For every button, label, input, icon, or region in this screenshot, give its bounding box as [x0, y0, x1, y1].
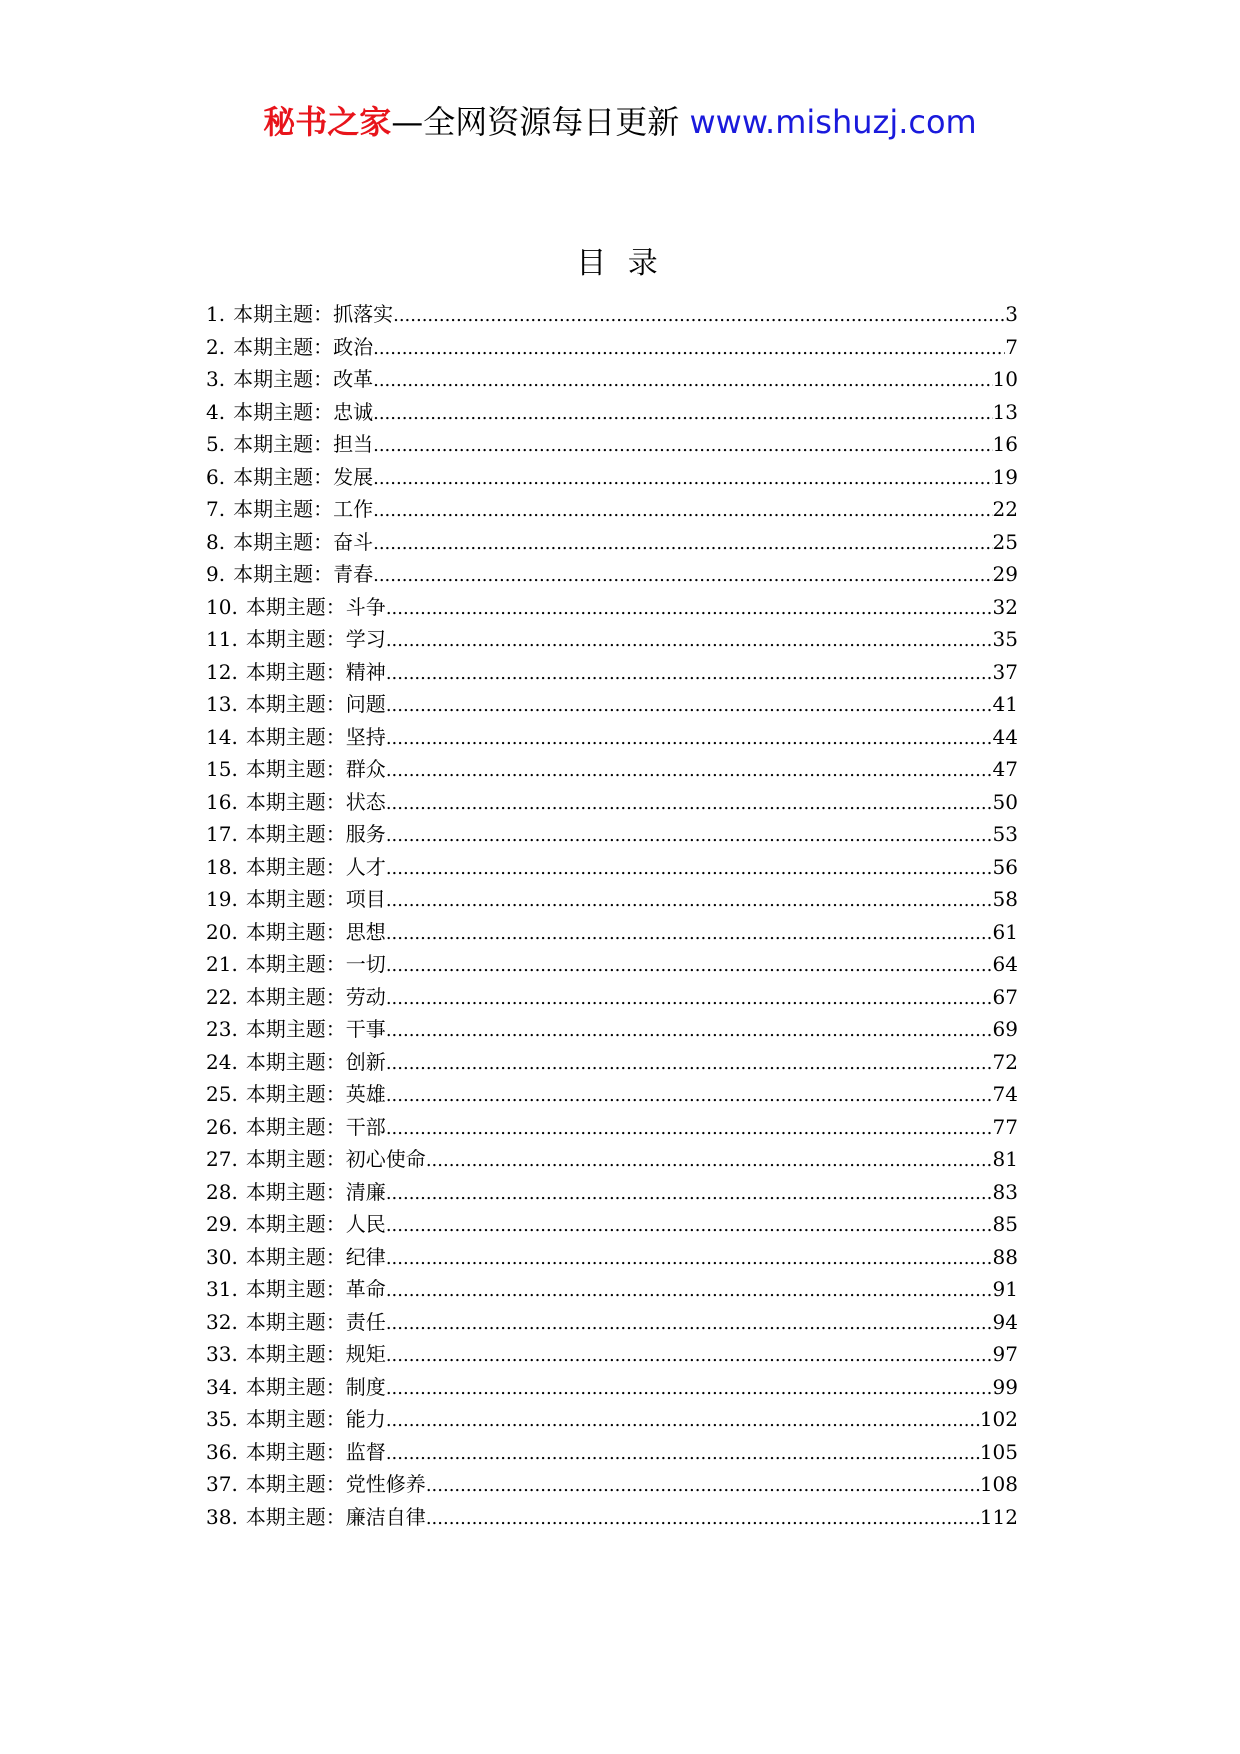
toc-page-number: 35: [992, 627, 1018, 651]
toc-entry-number: 4.: [206, 399, 226, 424]
toc-entry-label: 本期主题：学习: [245, 627, 386, 651]
toc-entry-number: 1.: [206, 302, 226, 326]
brand-name: 秘书之家: [263, 103, 392, 141]
toc-entry[interactable]: [206, 363, 1018, 396]
toc-entry-number: 5.: [206, 432, 226, 456]
toc-dot-leader: [373, 528, 992, 561]
toc-dot-leader: [386, 658, 993, 691]
toc-entry[interactable]: [206, 1306, 1018, 1339]
toc-dot-leader: [386, 1243, 993, 1276]
toc-entry[interactable]: [206, 1338, 1018, 1371]
toc-entry-label: 本期主题：发展: [233, 464, 374, 489]
toc-entry-number: 18.: [206, 854, 238, 879]
toc-entry[interactable]: [206, 1436, 1018, 1469]
toc-entry-number: 29.: [206, 1212, 238, 1236]
toc-entry[interactable]: [206, 428, 1018, 461]
toc-entry[interactable]: [206, 1241, 1018, 1274]
toc-entry-label: 本期主题：项目: [245, 887, 386, 911]
toc-entry-label: 本期主题：问题: [245, 692, 386, 716]
toc-entry-label: 本期主题：干事: [245, 1017, 386, 1041]
toc-page-number: 88: [992, 1244, 1018, 1269]
toc-page-number: 10: [992, 367, 1018, 391]
site-banner: [0, 100, 1240, 144]
toc-entry-label: 本期主题：服务: [245, 822, 386, 846]
toc-dot-leader: [386, 1080, 993, 1113]
table-of-contents: [206, 298, 1018, 1533]
toc-entry[interactable]: [206, 818, 1018, 851]
toc-entry-number: 37.: [206, 1472, 238, 1496]
toc-entry-number: 15.: [206, 757, 238, 781]
toc-entry-number: 16.: [206, 789, 238, 814]
toc-page-number: 29: [992, 562, 1018, 586]
toc-entry[interactable]: [206, 1111, 1018, 1144]
toc-dot-leader: [386, 1178, 993, 1211]
toc-entry[interactable]: [206, 1078, 1018, 1111]
toc-entry-label: 本期主题：状态: [245, 789, 386, 814]
toc-entry-number: 7.: [206, 497, 226, 521]
toc-dot-leader: [373, 398, 992, 431]
toc-entry-label: 本期主题：斗争: [245, 594, 386, 619]
toc-page-number: 67: [992, 984, 1018, 1009]
toc-entry-number: 23.: [206, 1017, 238, 1041]
toc-entry-number: 26.: [206, 1114, 238, 1139]
toc-entry[interactable]: [206, 1013, 1018, 1046]
toc-dot-leader: [386, 1048, 993, 1081]
toc-dot-leader: [386, 625, 993, 658]
toc-entry-label: 本期主题：廉洁自律: [245, 1504, 426, 1529]
toc-entry-number: 36.: [206, 1439, 238, 1464]
toc-entry-number: 10.: [206, 594, 238, 619]
toc-dot-leader: [386, 918, 993, 951]
toc-dot-leader: [386, 820, 993, 853]
toc-entry-number: 14.: [206, 724, 238, 749]
toc-entry[interactable]: [206, 688, 1018, 721]
toc-page-number: 81: [992, 1147, 1018, 1171]
toc-entry-number: 20.: [206, 919, 238, 944]
toc-entry-number: 17.: [206, 822, 238, 846]
toc-entry-number: 33.: [206, 1342, 238, 1366]
toc-page-number: 22: [992, 497, 1018, 521]
toc-entry-label: 本期主题：制度: [245, 1374, 386, 1399]
toc-entry[interactable]: [206, 883, 1018, 916]
toc-dot-leader: [386, 788, 993, 821]
toc-entry-label: 本期主题：抓落实: [233, 302, 394, 326]
toc-dot-leader: [373, 365, 992, 398]
toc-entry-number: 13.: [206, 692, 238, 716]
toc-entry-label: 本期主题：改革: [233, 367, 374, 391]
toc-page-number: 37: [992, 659, 1018, 684]
toc-page-number: 13: [992, 399, 1018, 424]
toc-entry-number: 12.: [206, 659, 238, 684]
toc-entry[interactable]: [206, 1208, 1018, 1241]
toc-dot-leader: [426, 1145, 993, 1178]
toc-entry-label: 本期主题：劳动: [245, 984, 386, 1009]
toc-page-number: 19: [992, 464, 1018, 489]
toc-dot-leader: [386, 983, 993, 1016]
toc-entry-number: 25.: [206, 1082, 238, 1106]
toc-dot-leader: [386, 1405, 980, 1438]
toc-dot-leader: [373, 560, 992, 593]
site-url-link[interactable]: www.mishuzj.com: [689, 103, 977, 141]
toc-dot-leader: [386, 853, 993, 886]
toc-entry-label: 本期主题：英雄: [245, 1082, 386, 1106]
toc-entry-label: 本期主题：党性修养: [245, 1472, 426, 1496]
toc-entry-label: 本期主题：能力: [245, 1407, 386, 1431]
toc-dot-leader: [373, 495, 992, 528]
toc-page-number: 77: [992, 1114, 1018, 1139]
brand-slogan: —全网资源每日更新: [391, 103, 680, 141]
toc-page-number: 91: [992, 1277, 1018, 1301]
toc-entry[interactable]: [206, 1176, 1018, 1209]
toc-dot-leader: [386, 950, 993, 983]
toc-dot-leader: [386, 755, 993, 788]
toc-dot-leader: [393, 300, 1005, 333]
toc-entry-number: 2.: [206, 334, 226, 359]
toc-entry[interactable]: [206, 1371, 1018, 1404]
toc-entry-number: 35.: [206, 1407, 238, 1431]
toc-dot-leader: [386, 1438, 980, 1471]
toc-entry-label: 本期主题：一切: [245, 952, 386, 976]
toc-entry[interactable]: [206, 948, 1018, 981]
toc-entry[interactable]: [206, 591, 1018, 624]
toc-entry[interactable]: [206, 1046, 1018, 1079]
toc-page-number: 105: [979, 1439, 1018, 1464]
toc-page-number: 74: [992, 1082, 1018, 1106]
toc-page-number: 97: [992, 1342, 1018, 1366]
toc-entry-number: 9.: [206, 562, 226, 586]
toc-dot-leader: [426, 1470, 980, 1503]
toc-entry[interactable]: [206, 396, 1018, 429]
toc-entry-label: 本期主题：工作: [233, 497, 374, 521]
toc-dot-leader: [386, 1113, 993, 1146]
toc-entry[interactable]: [206, 753, 1018, 786]
toc-page-number: 85: [992, 1212, 1018, 1236]
toc-entry-number: 8.: [206, 529, 226, 554]
toc-entry-label: 本期主题：忠诚: [233, 399, 374, 424]
toc-entry[interactable]: [206, 1468, 1018, 1501]
toc-dot-leader: [386, 885, 993, 918]
toc-entry-number: 22.: [206, 984, 238, 1009]
toc-page-number: 3: [1005, 302, 1018, 326]
toc-entry-label: 本期主题：监督: [245, 1439, 386, 1464]
toc-entry-number: 27.: [206, 1147, 238, 1171]
toc-entry-label: 本期主题：精神: [245, 659, 386, 684]
toc-dot-leader: [386, 1308, 993, 1341]
toc-dot-leader: [386, 1210, 993, 1243]
toc-page-number: 32: [992, 594, 1018, 619]
toc-entry-label: 本期主题：青春: [233, 562, 374, 586]
toc-entry-number: 34.: [206, 1374, 238, 1399]
toc-entry-label: 本期主题：规矩: [245, 1342, 386, 1366]
toc-entry-label: 本期主题：纪律: [245, 1244, 386, 1269]
toc-page-number: 99: [992, 1374, 1018, 1399]
toc-page-number: 44: [992, 724, 1018, 749]
toc-page-number: 69: [992, 1017, 1018, 1041]
toc-entry[interactable]: [206, 786, 1018, 819]
toc-entry-number: 38.: [206, 1504, 238, 1529]
toc-dot-leader: [386, 1015, 993, 1048]
toc-page-number: 72: [992, 1049, 1018, 1074]
toc-entry[interactable]: [206, 493, 1018, 526]
toc-entry[interactable]: [206, 298, 1018, 331]
toc-entry[interactable]: [206, 1403, 1018, 1436]
toc-entry[interactable]: [206, 461, 1018, 494]
toc-page-number: 108: [979, 1472, 1018, 1496]
toc-entry[interactable]: [206, 1501, 1018, 1534]
toc-entry-label: 本期主题：干部: [245, 1114, 386, 1139]
toc-page-number: 7: [1005, 334, 1018, 359]
toc-dot-leader: [373, 430, 992, 463]
toc-dot-leader: [373, 333, 1005, 366]
toc-entry[interactable]: [206, 916, 1018, 949]
toc-entry[interactable]: [206, 526, 1018, 559]
toc-entry-label: 本期主题：人才: [245, 854, 386, 879]
toc-entry[interactable]: [206, 331, 1018, 364]
toc-entry-number: 31.: [206, 1277, 238, 1301]
toc-title: 目 录: [576, 246, 664, 281]
toc-entry[interactable]: [206, 851, 1018, 884]
toc-page-number: 25: [992, 529, 1018, 554]
toc-page-number: 64: [992, 952, 1018, 976]
toc-entry-number: 24.: [206, 1049, 238, 1074]
toc-entry[interactable]: [206, 623, 1018, 656]
toc-page-number: 53: [992, 822, 1018, 846]
toc-dot-leader: [386, 690, 993, 723]
toc-dot-leader: [386, 1373, 993, 1406]
toc-page-number: 83: [992, 1179, 1018, 1204]
toc-entry[interactable]: [206, 721, 1018, 754]
toc-page-number: 47: [992, 757, 1018, 781]
toc-page-number: 61: [992, 919, 1018, 944]
toc-entry-label: 本期主题：奋斗: [233, 529, 374, 554]
toc-entry-number: 11.: [206, 627, 238, 651]
toc-dot-leader: [386, 1340, 993, 1373]
toc-entry-number: 19.: [206, 887, 238, 911]
toc-page-number: 94: [992, 1309, 1018, 1334]
toc-page-number: 16: [992, 432, 1018, 456]
toc-entry[interactable]: [206, 656, 1018, 689]
toc-entry-label: 本期主题：担当: [233, 432, 374, 456]
toc-entry-label: 本期主题：坚持: [245, 724, 386, 749]
toc-dot-leader: [386, 593, 993, 626]
toc-page-number: 56: [992, 854, 1018, 879]
toc-entry-number: 28.: [206, 1179, 238, 1204]
toc-entry-number: 3.: [206, 367, 226, 391]
toc-entry-label: 本期主题：责任: [245, 1309, 386, 1334]
toc-entry-label: 本期主题：革命: [245, 1277, 386, 1301]
toc-entry-number: 6.: [206, 464, 226, 489]
toc-entry-number: 30.: [206, 1244, 238, 1269]
toc-dot-leader: [373, 463, 992, 496]
toc-entry-label: 本期主题：政治: [233, 334, 374, 359]
toc-dot-leader: [426, 1503, 980, 1536]
toc-page-number: 50: [992, 789, 1018, 814]
toc-page-number: 102: [979, 1407, 1018, 1431]
toc-entry-label: 本期主题：清廉: [245, 1179, 386, 1204]
toc-entry[interactable]: [206, 558, 1018, 591]
toc-entry-label: 本期主题：群众: [245, 757, 386, 781]
toc-page-number: 41: [992, 692, 1018, 716]
toc-entry-label: 本期主题：人民: [245, 1212, 386, 1236]
toc-entry[interactable]: [206, 981, 1018, 1014]
toc-entry-label: 本期主题：思想: [245, 919, 386, 944]
toc-entry-label: 本期主题：初心使命: [245, 1147, 426, 1171]
toc-entry-number: 21.: [206, 952, 238, 976]
toc-entry[interactable]: [206, 1273, 1018, 1306]
toc-page-number: 112: [979, 1504, 1018, 1529]
toc-page-number: 58: [992, 887, 1018, 911]
toc-entry[interactable]: [206, 1143, 1018, 1176]
toc-entry-number: 32.: [206, 1309, 238, 1334]
toc-dot-leader: [386, 723, 993, 756]
toc-entry-label: 本期主题：创新: [245, 1049, 386, 1074]
toc-dot-leader: [386, 1275, 993, 1308]
